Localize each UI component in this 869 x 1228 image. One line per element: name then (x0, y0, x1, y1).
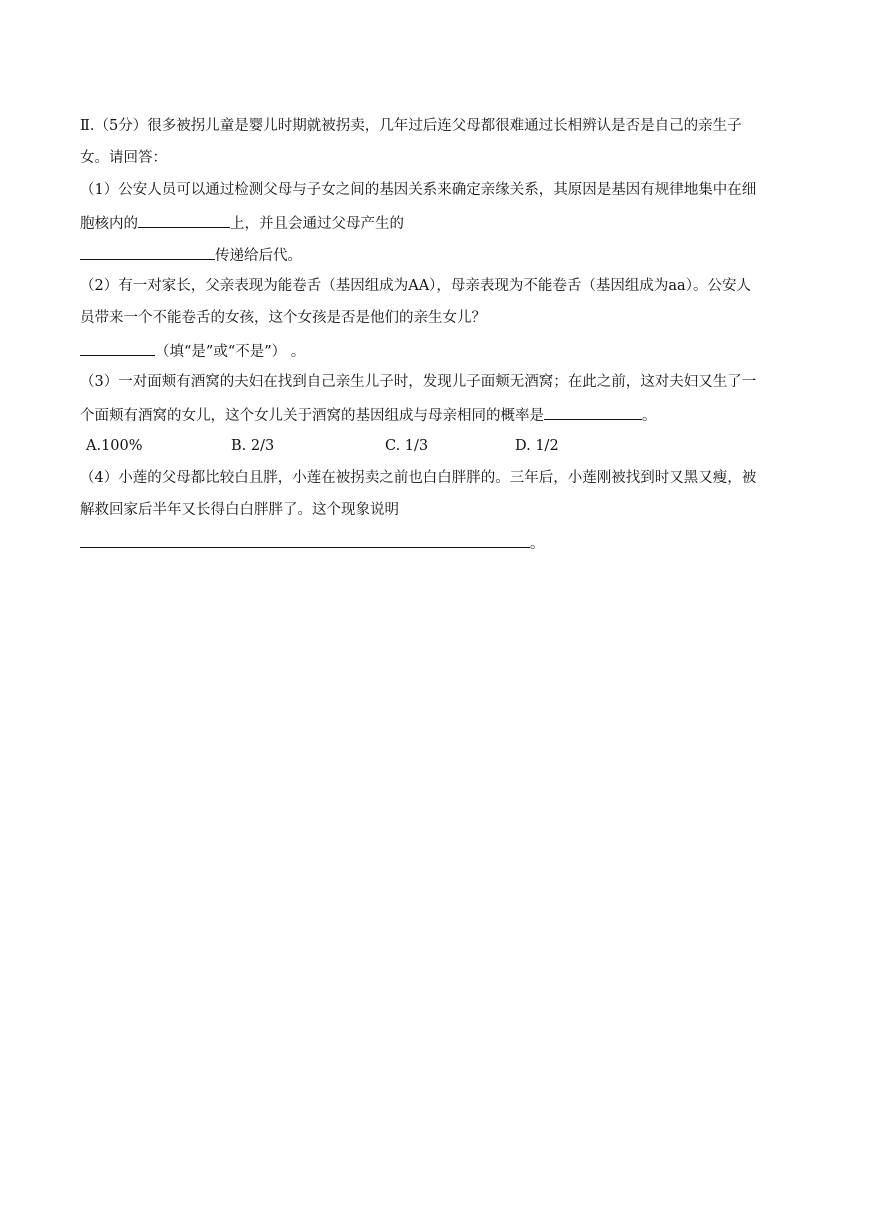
q3-option-d: D. 1/2 (515, 438, 559, 454)
q3-line2 (80, 404, 657, 426)
q2-answer-blank[interactable] (80, 340, 155, 356)
q4-answer-blank[interactable] (80, 532, 530, 548)
q3-option-b: B. 2/3 (231, 438, 275, 454)
q2-line3 (80, 340, 305, 362)
q1-answer-blank-2[interactable] (80, 244, 215, 260)
q1-line2-text-before: 胞核内的 (80, 216, 138, 232)
q1-line1: （1）公安人员可以通过检测父母与子女之间的基因关系来确定亲缘关系，其原因是基因有规律地集中在细 (80, 182, 757, 198)
q4-line3-text-after: 。 (530, 536, 545, 552)
q2-line2: 员带来一个不能卷舌的女孩，这个女孩是否是他们的亲生女儿？ (80, 310, 486, 326)
q3-line1: （3）一对面颊有酒窝的夫妇在找到自己亲生儿子时，发现儿子面颊无酒窝；在此之前，这对夫妇又生了一 (80, 374, 757, 390)
q1-line3 (80, 244, 302, 266)
q3-line2-text-after: 。 (642, 408, 657, 424)
q3-option-c: C. 1/3 (385, 438, 429, 454)
q1-line2 (80, 212, 404, 234)
q3-answer-blank[interactable] (544, 404, 642, 420)
q2-line3-text-after: （填“是”或“不是”） 。 (155, 344, 306, 360)
question-heading-line2: 女。请回答： (80, 150, 167, 166)
q1-answer-blank-1[interactable] (138, 212, 230, 228)
q2-line1: （2）有一对家长，父亲表现为能卷舌（基因组成为AA），母亲表现为不能卷舌（基因组成为aa）。公安人 (80, 278, 751, 294)
q3-option-a: A.100% (86, 438, 143, 454)
q3-line2-text-before: 个面颊有酒窝的女儿，这个女儿关于酒窝的基因组成与母亲相同的概率是 (80, 408, 544, 424)
q4-line1: （4）小莲的父母都比较白且胖，小莲在被拐卖之前也白白胖胖的。三年后，小莲刚被找到时又黑又瘦，被 (80, 470, 757, 486)
q1-line3-text-after: 传递给后代。 (215, 248, 302, 264)
q1-line2-text-after: 上，并且会通过父母产生的 (230, 216, 404, 232)
q4-line2: 解救回家后半年又长得白白胖胖了。这个现象说明 (80, 502, 399, 518)
q4-line3 (80, 532, 545, 554)
question-heading-line1: Ⅱ.（5分）很多被拐儿童是婴儿时期就被拐卖，几年过后连父母都很难通过长相辨认是否是自己的亲生子 (80, 118, 742, 134)
